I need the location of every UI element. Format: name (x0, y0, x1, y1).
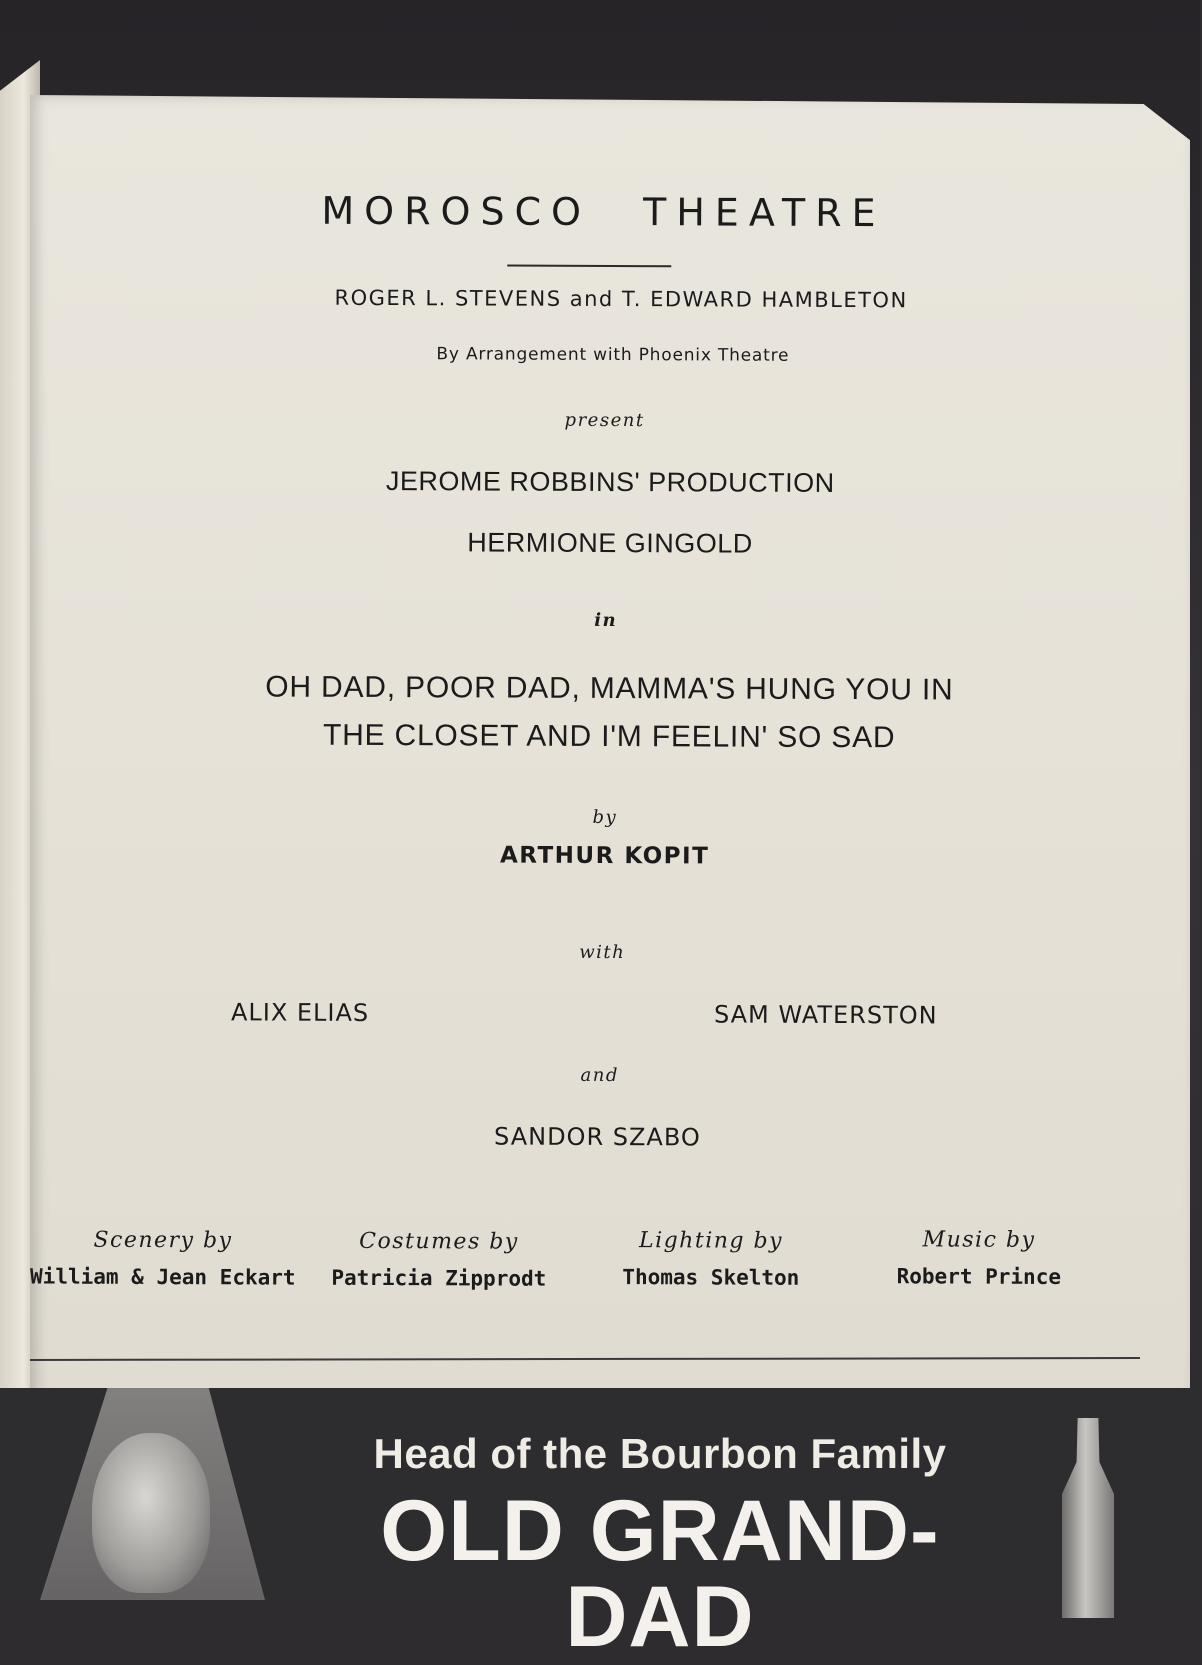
cast-member-left: ALIX ELIAS (230, 998, 370, 1027)
credit-role: Scenery by (93, 1227, 233, 1254)
portrait-illustration (92, 1433, 210, 1593)
credit-name: Robert Prince (896, 1264, 1062, 1289)
bourbon-advertisement (0, 1388, 1200, 1665)
and-word: and (580, 1064, 619, 1087)
cast-member-right: SAM WATERSTON (713, 1000, 938, 1030)
star-name: HERMIONE GINGOLD (467, 527, 753, 559)
credit-role: Music by (922, 1227, 1036, 1253)
with-word: with (579, 941, 626, 964)
production-credit: JEROME ROBBINS' PRODUCTION (385, 466, 835, 498)
present-word: present (564, 409, 645, 432)
credit-role: Lighting by (638, 1228, 784, 1254)
credit-music (829, 1227, 1129, 1289)
play-title-line-2: THE CLOSET AND I'M FEELIN' SO SAD (322, 718, 896, 755)
cast-member-last: SANDOR SZABO (494, 1122, 701, 1152)
credit-costumes (289, 1229, 589, 1291)
author-name: ARTHUR KOPIT (499, 842, 710, 870)
by-word: by (592, 806, 618, 829)
credit-scenery (13, 1227, 313, 1289)
in-word: in (594, 609, 618, 632)
credit-lighting (561, 1228, 861, 1290)
ad-headline: Head of the Bourbon Family (373, 1430, 947, 1477)
producers-line: ROGER L. STEVENS and T. EDWARD HAMBLETON (334, 285, 908, 313)
ad-brand-name: OLD GRAND-DAD (380, 1483, 940, 1665)
arrangement-line: By Arrangement with Phoenix Theatre (436, 344, 790, 366)
credit-name: William & Jean Eckart (30, 1264, 296, 1290)
credit-name: Patricia Zipprodt (331, 1265, 547, 1291)
title-divider (507, 265, 671, 268)
bottle-illustration (1062, 1418, 1114, 1618)
play-title-line-1: OH DAD, POOR DAD, MAMMA'S HUNG YOU IN (265, 670, 954, 707)
credit-name: Thomas Skelton (622, 1265, 800, 1290)
credit-role: Costumes by (359, 1228, 519, 1255)
theatre-title: MOROSCO THEATRE (321, 188, 886, 236)
program-content (24, 92, 1190, 1397)
